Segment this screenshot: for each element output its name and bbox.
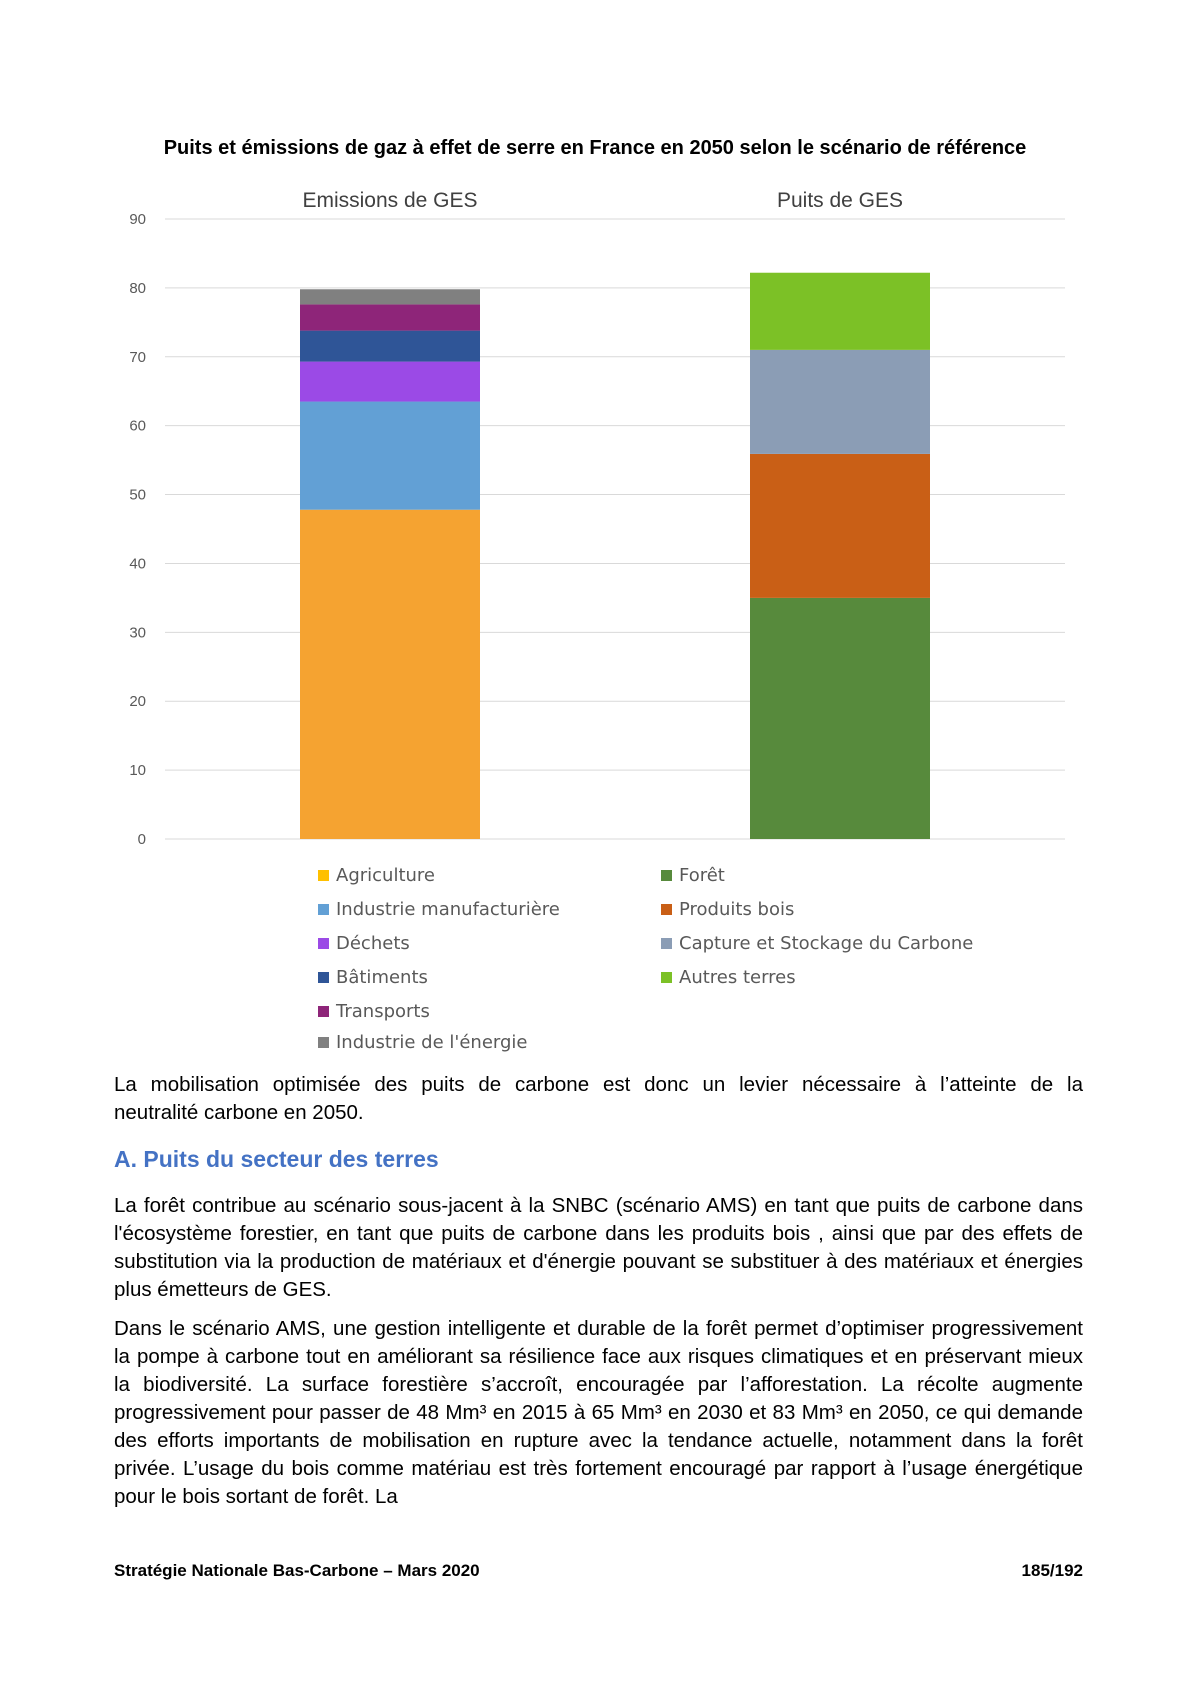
legend-swatch (318, 1006, 329, 1017)
bar-segment-0-0 (300, 510, 480, 839)
section-heading: A. Puits du secteur des terres (114, 1146, 439, 1172)
legend-item (318, 1001, 430, 1022)
legend-item (661, 865, 725, 886)
y-tick-label-70: 70 (129, 348, 146, 366)
legend-swatch (661, 938, 672, 949)
legend-swatch (318, 1037, 329, 1048)
y-tick-label-90: 90 (129, 211, 146, 228)
legend-item (661, 933, 973, 954)
legend-label: Autres terres (679, 967, 796, 988)
category-label-0: Emissions de GES (302, 189, 478, 212)
bar-segment-0-2 (300, 362, 480, 402)
legend-swatch (318, 904, 329, 915)
category-label-1: Puits de GES (776, 189, 904, 212)
legend-swatch (661, 904, 672, 915)
paragraph-3: Dans le scénario AMS, une gestion intelligente et durable de la forêt permet d’optimiser progressivement la pompe à carbone tout en améliorant sa résilience face aux risques climatiques et en préservant mieux la biodiversité. La surface forestière s’accroît, encouragée par l’afforestation. La récolte augmente progressivement pour passer de 48 Mm³ en 2015 à 65 Mm³ en 2030 et 83 Mm³ en 2050, ce qui demande des efforts importants de mobilisation en rupture avec la tendance actuelle, notamment dans la forêt privée. L’usage du bois comme matériau est très fortement encouragé par rapport à l’usage énergétique pour le bois sortant de forêt. La (114, 1317, 1083, 1508)
legend-item (318, 933, 410, 954)
legend-label: Capture et Stockage du Carbone (679, 933, 974, 954)
legend-item (318, 899, 560, 920)
legend-swatch (318, 870, 329, 881)
legend-item (318, 967, 428, 988)
legend-label: Forêt (679, 865, 725, 886)
paragraph-1 (114, 1071, 1083, 1127)
page-number: 185/192 (1021, 1561, 1083, 1580)
y-tick-label-30: 30 (129, 624, 146, 642)
y-tick-label-20: 20 (129, 693, 146, 711)
legend-swatch (318, 938, 329, 949)
legend-label: Transports (336, 1001, 430, 1022)
legend-item (318, 865, 435, 886)
bar-segment-0-4 (300, 304, 480, 330)
bar-segment-1-7 (750, 454, 930, 598)
paragraph-1-end: neutralité carbone en 2050. (114, 1101, 364, 1124)
paragraph-2: La forêt contribue au scénario sous-jacent à la SNBC (scénario AMS) en tant que puits de carbone dans l'écosystème forestier, en tant que puits de carbone dans les produits bois , ainsi que par des effets de substitution via la production de matériaux et d'énergie pouvant se substituer à des matériaux et énergies plus émetteurs de GES. (114, 1194, 1083, 1301)
y-tick-label-50: 50 (129, 486, 146, 504)
legend-swatch (318, 972, 329, 983)
bar-segment-0-1 (300, 402, 480, 510)
y-tick-label-80: 80 (129, 279, 146, 297)
y-tick-label-60: 60 (129, 417, 146, 435)
bar-segment-0-3 (300, 331, 480, 362)
legend-swatch (661, 972, 672, 983)
legend-label: Agriculture (336, 865, 435, 886)
bar-segment-1-9 (750, 273, 930, 350)
chart-plot (100, 175, 1090, 875)
y-tick-label-10: 10 (129, 762, 146, 780)
legend-label: Industrie manufacturière (336, 899, 560, 920)
y-tick-label-40: 40 (129, 555, 146, 573)
legend-item (661, 899, 794, 920)
figure-title: Puits et émissions de gaz à effet de serre en France en 2050 selon le scénario de référence (163, 137, 1027, 159)
legend-label: Déchets (336, 933, 410, 954)
legend-swatch (661, 870, 672, 881)
bar-segment-1-8 (750, 350, 930, 454)
y-tick-label-0: 0 (137, 831, 146, 848)
bar-segment-0-5 (300, 289, 480, 304)
legend-label: Bâtiments (336, 967, 428, 988)
bar-segment-1-6 (750, 598, 930, 839)
paragraph-1-body: La mobilisation optimisée des puits de carbone est donc un levier nécessaire à l’atteinte de la (114, 1073, 1083, 1096)
legend-item (661, 967, 796, 988)
legend-label: Produits bois (679, 899, 795, 920)
footer-title: Stratégie Nationale Bas-Carbone – Mars 2020 (114, 1561, 480, 1580)
legend-item (318, 1032, 528, 1053)
legend-label: Industrie de l'énergie (336, 1032, 528, 1053)
chart-legend (318, 865, 1018, 1055)
